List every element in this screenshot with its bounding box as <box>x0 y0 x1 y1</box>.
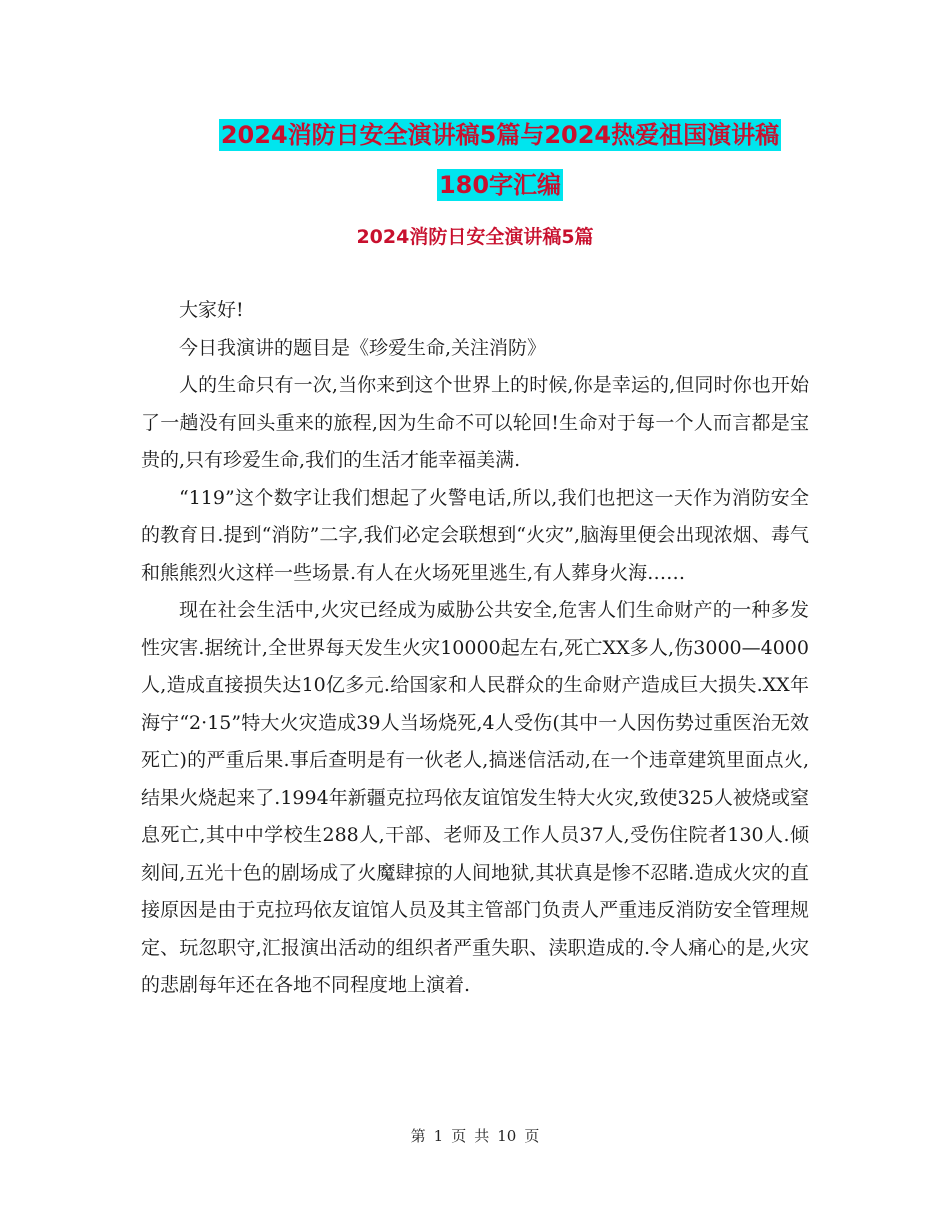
footer-total-pages: 10 <box>497 1127 517 1145</box>
paragraph-greeting: 大家好! <box>179 299 244 321</box>
document-title-line-2: 180字汇编 <box>438 171 562 199</box>
footer-total-unit: 页 <box>524 1127 540 1145</box>
page-footer <box>0 1125 950 1146</box>
footer-page-unit: 页 <box>451 1127 467 1145</box>
paragraph-topic: 今日我演讲的题目是《珍爱生命,关注消防》 <box>179 336 547 359</box>
document-body <box>141 292 809 1005</box>
footer-total-label: 共 <box>474 1127 490 1145</box>
paragraph-fire-statistics: 现在社会生活中,火灾已经成为威胁公共安全,危害人们生命财产的一种多发性灾害.据统计,全世界每天发生火灾10000起左右,死亡XX多人,伤3000—4000人,造成直接损失达10亿多元.给国家和人民群众的生命财产造成巨大损失.XX年海宁“2·15”特大火灾造成39人当场烧死,4人受伤(其中一人因伤势过重医治无效死亡)的严重后果.事后查明是有一伙老人,搞迷信活动,在一个违章建筑里面点火,结果火烧起来了.1994年新疆克拉玛依友谊馆发生特大火灾,致使325人被烧或窒息死亡,其中中学校生288人,干部、老师及工作人员37人,受伤住院者130人.倾刻间,五光十色的剧场成了火魔肆掠的人间地狱,其状真是惨不忍睹.造成火灾的直接原因是由于克拉玛依友谊馆人员及其主管部门负责人严重违反消防安全管理规定、玩忽职守,汇报演出活动的组织者严重失职、渎职造成的.令人痛心的是,火灾的悲剧每年还在各地不同程度地上演着. <box>141 599 809 996</box>
document-title-line-1: 2024消防日安全演讲稿5篇与2024热爱祖国演讲稿 <box>220 121 780 149</box>
document-title <box>120 110 880 210</box>
paragraph-119: “119”这个数字让我们想起了火警电话,所以,我们也把这一天作为消防安全的教育日.提到“消防”二字,我们必定会联想到“火灾”,脑海里便会出现浓烟、毒气和熊熊烈火这样一些场景.有人在火场死里逃生,有人葬身火海…… <box>141 486 809 584</box>
paragraph-life: 人的生命只有一次,当你来到这个世界上的时候,你是幸运的,但同时你也开始了一趟没有回头重来的旅程,因为生命不可以轮回!生命对于每一个人而言都是宝贵的,只有珍爱生命,我们的生活才能幸福美满. <box>141 374 809 471</box>
footer-page-number: 1 <box>433 1127 444 1145</box>
footer-page-label: 第 <box>410 1127 426 1145</box>
section-title: 2024消防日安全演讲稿5篇 <box>356 226 594 248</box>
